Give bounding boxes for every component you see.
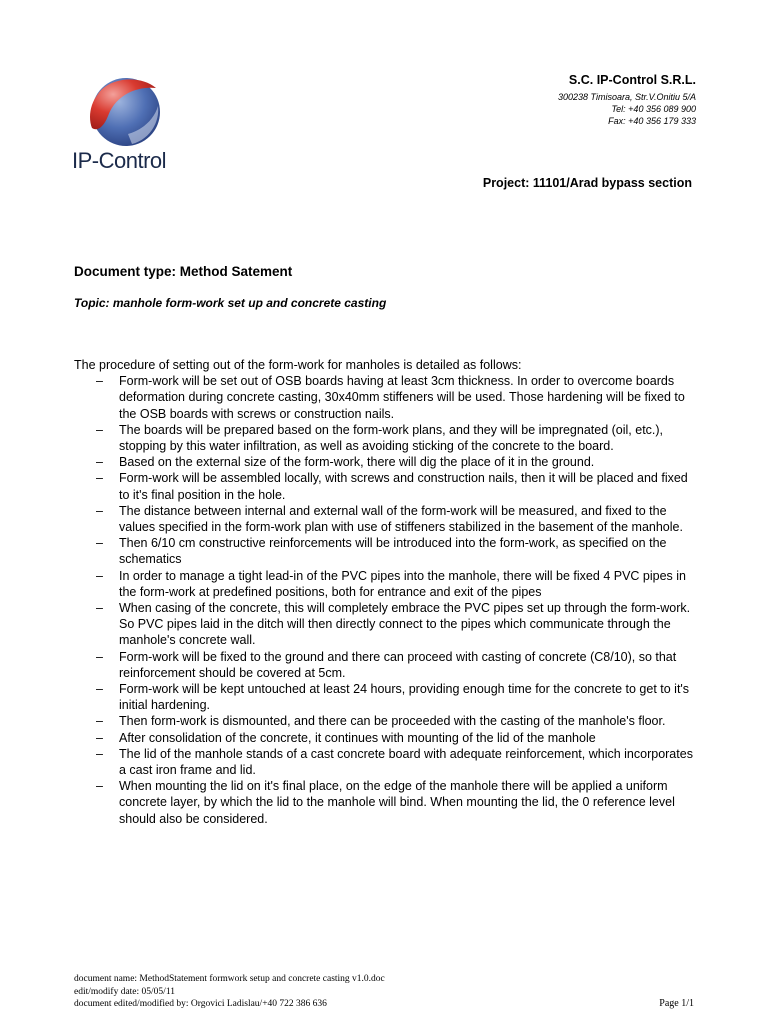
company-fax: Fax: +40 356 179 333	[608, 116, 696, 126]
list-item	[74, 535, 696, 567]
list-item-text: Then form-work is dismounted, and there can be proceeded with the casting of the manhole's floor.	[119, 714, 666, 729]
logo-wordmark: IP-Control	[72, 148, 167, 173]
intro-paragraph: The procedure of setting out of the form-work for manholes is detailed as follows:	[74, 358, 522, 372]
bullet-dash-icon: –	[96, 730, 103, 745]
list-item-text: In order to manage a tight lead-in of the PVC pipes into the manhole, there will be fixed 4 PVC pipes in the form-work at predefined positions, both for entrance and exit of the pipes	[119, 568, 686, 599]
bullet-dash-icon: –	[96, 503, 103, 518]
list-item-text: Form-work will be assembled locally, with screws and construction nails, then it will be placed and fixed to it's final position in the hole.	[119, 471, 688, 502]
document-body	[74, 357, 696, 827]
page-footer	[74, 973, 694, 1011]
list-item-text: Based on the external size of the form-work, there will dig the place of it in the ground.	[119, 455, 595, 470]
list-item	[74, 600, 696, 649]
bullet-dash-icon: –	[96, 714, 103, 729]
bullet-dash-icon: –	[96, 779, 103, 794]
procedure-list	[74, 373, 696, 827]
bullet-dash-icon: –	[96, 649, 103, 664]
list-item-text: The boards will be prepared based on the form-work plans, and they will be impregnated (oil, etc.), stopping by this water infiltration, as well as avoiding sticking of the concrete to the board.	[119, 422, 664, 454]
project-title: Project: 11101/Arad bypass section	[482, 176, 692, 190]
bullet-dash-icon: –	[96, 374, 103, 389]
footer-edit-date: edit/modify date: 05/05/11	[74, 986, 175, 997]
footer-document-name: document name: MethodStatement formwork setup and concrete casting v1.0.doc	[74, 974, 385, 984]
bullet-dash-icon: –	[96, 601, 103, 616]
list-item-text: Form-work will be fixed to the ground and there can proceed with casting of concrete (C8/10), so that reinforcement should be covered at 5cm.	[119, 649, 677, 680]
company-address: 300238 Timisoara, Str.V.Onitiu 5/A	[558, 92, 696, 102]
list-item	[74, 713, 696, 729]
list-item	[74, 373, 696, 422]
list-item-text: When mounting the lid on it's final place, on the edge of the manhole there will be applied a uniform concrete layer, by which the lid to the manhole will bind. When mounting the lid, the 0 reference level should also be considered.	[119, 779, 675, 826]
list-item	[74, 454, 696, 470]
list-item-text: When casing of the concrete, this will completely embrace the PVC pipes set up through the form-work. So PVC pipes laid in the ditch will then directly connect to the pipes which communicate through the manhole's concrete wall.	[119, 601, 691, 648]
list-item	[74, 778, 696, 827]
list-item-text: The lid of the manhole stands of a cast concrete board with adequate reinforcement, which incorporates a cast iron frame and lid.	[119, 746, 693, 778]
list-item	[74, 422, 696, 454]
bullet-dash-icon: –	[96, 536, 103, 551]
list-item	[74, 503, 696, 535]
list-item	[74, 470, 696, 502]
list-item	[74, 568, 696, 600]
company-name: S.C. IP-Control S.R.L.	[568, 73, 696, 87]
page-number: Page 1/1	[659, 998, 694, 1009]
list-item	[74, 746, 696, 778]
list-item	[74, 681, 696, 713]
bullet-dash-icon: –	[96, 746, 103, 761]
topic: Topic: manhole form-work set up and concrete casting	[74, 296, 387, 310]
list-item-text: Form-work will be set out of OSB boards having at least 3cm thickness. In order to overcome boards deformation during concrete casting, 30x40mm stiffeners will be used. Those hardening will be fixed to the OSB boards with screws or construction nails.	[119, 374, 685, 421]
company-block	[558, 73, 696, 127]
bullet-dash-icon: –	[96, 682, 103, 697]
footer-edited-by: document edited/modified by: Orgovici Ladislau/+40 722 386 636	[74, 999, 327, 1009]
bullet-dash-icon: –	[96, 471, 103, 486]
bullet-dash-icon: –	[96, 455, 103, 470]
list-item-text: Form-work will be kept untouched at least 24 hours, providing enough time for the concrete to get to it's initial hardening.	[119, 682, 690, 713]
bullet-dash-icon: –	[96, 422, 103, 437]
list-item-text: Then 6/10 cm constructive reinforcements will be introduced into the form-work, as specified on the schematics	[119, 536, 667, 567]
list-item	[74, 649, 696, 681]
bullet-dash-icon: –	[96, 568, 103, 583]
list-item-text: The distance between internal and external wall of the form-work will be measured, and fixed to the values specified in the form-work plan with use of stiffeners stabilized in the basement of the manhole.	[119, 503, 683, 535]
list-item-text: After consolidation of the concrete, it continues with mounting of the lid of the manhole	[119, 730, 596, 745]
company-tel: Tel: +40 356 089 900	[611, 104, 696, 114]
document-type: Document type: Method Satement	[74, 264, 293, 279]
list-item	[74, 730, 696, 746]
